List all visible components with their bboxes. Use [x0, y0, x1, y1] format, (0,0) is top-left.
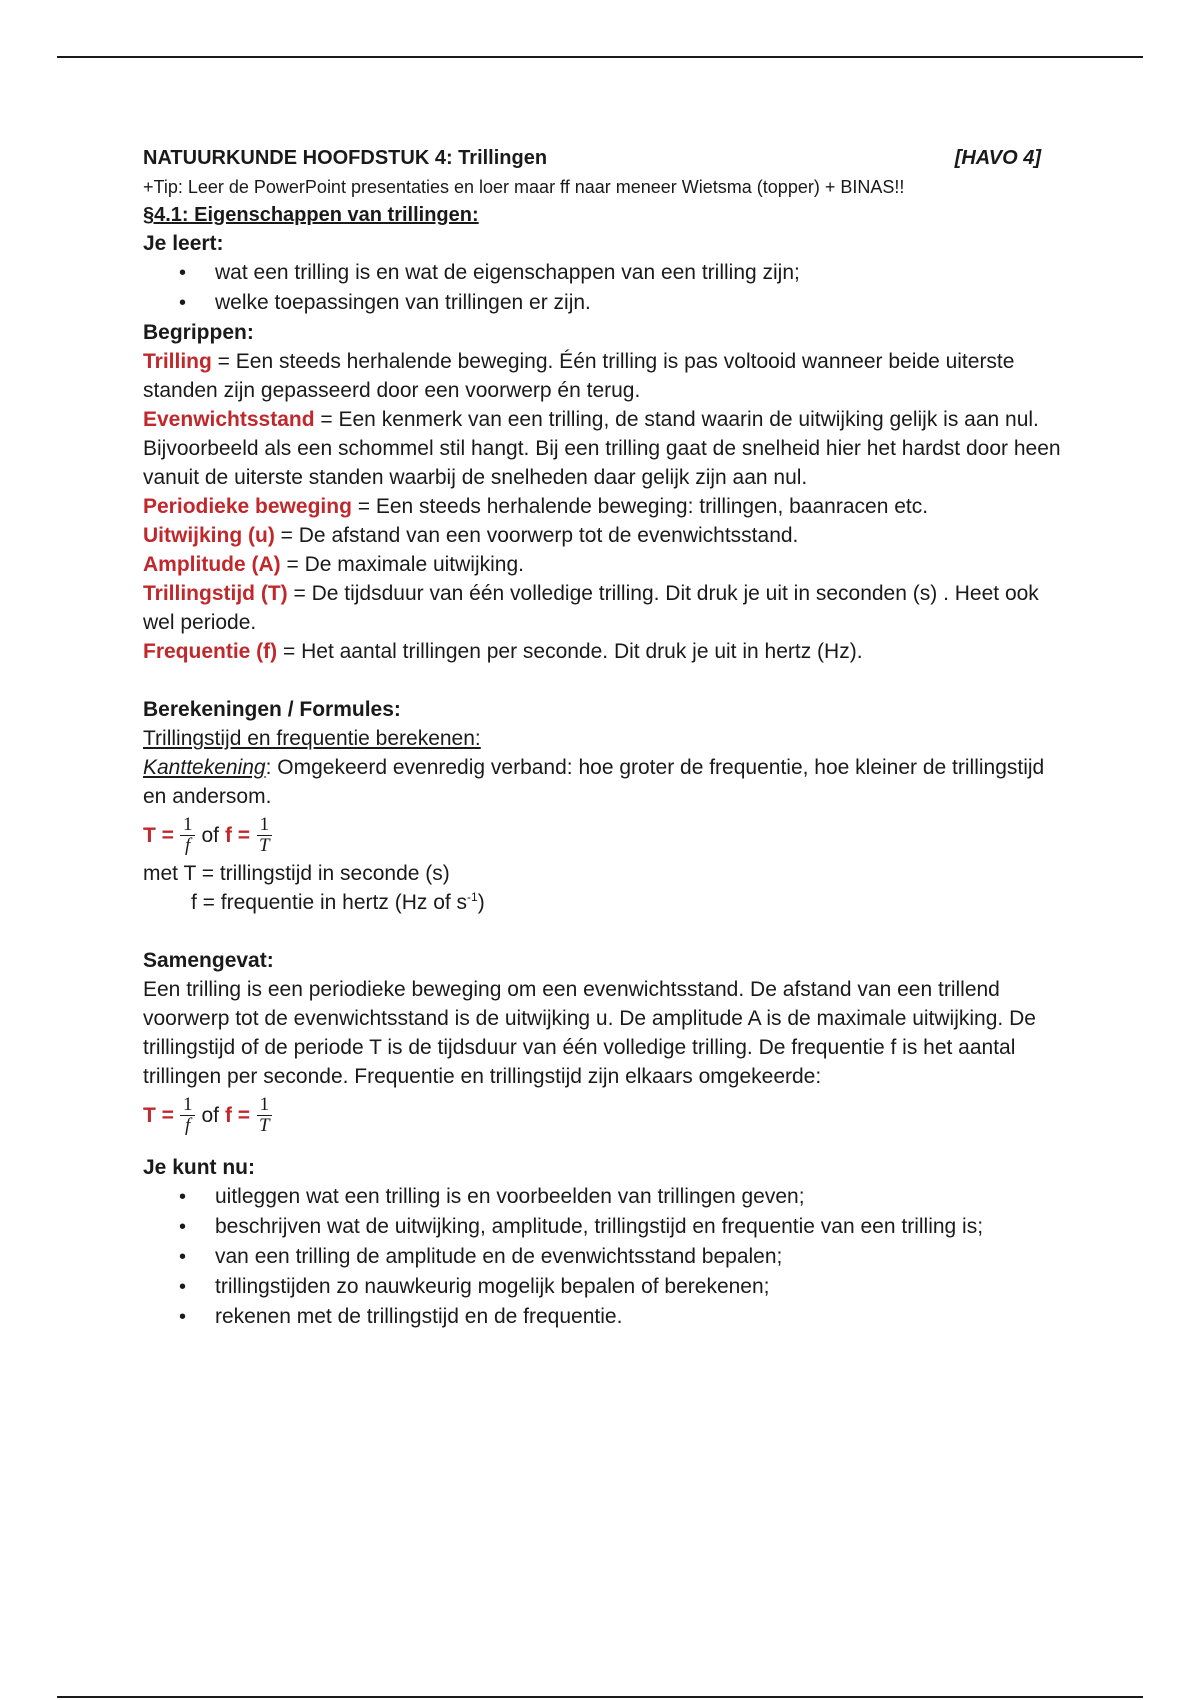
section-title: §4.1: Eigenschappen van trillingen:: [143, 204, 479, 226]
concept-definition: = De tijdsduur van één volledige trilling. Dit druk je uit in seconden (s) . Heet ook wel periode.: [143, 582, 1039, 634]
concept-trillingstijd: [143, 579, 1063, 637]
fraction-1-over-T: [256, 1095, 273, 1136]
concept-definition: = Een steeds herhalende beweging: trillingen, baanracen etc.: [351, 495, 929, 518]
spacer: [143, 666, 1063, 695]
concept-definition: = Een kenmerk van een trilling, de stand waarin de uitwijking gelijk is aan nul. Bijvoorbeeld als een schommel stil hangt. Bij een trilling gaat de snelheid hier het hardst door heen vanuit de uiterste standen waarbij de snelheden daar gelijk zijn aan nul.: [143, 408, 1061, 489]
formula-f-label: f =: [224, 823, 251, 847]
concept-periodieke-beweging: [143, 492, 1063, 521]
summary-text: Een trilling is een periodieke beweging om een evenwichtsstand. De afstand van een trillend voorwerp tot de evenwichtsstand is de uitwijking u. De amplitude A is de maximale uitwijking. De trillingstijd of de periode T is de tijdsduur van één volledige trilling. De frequentie f is het aantal trillingen per seconde. Frequentie en trillingstijd zijn elkaars omgekeerde:: [143, 978, 1036, 1088]
list-item: • trillingstijden zo nauwkeurig mogelijk bepalen of berekenen;: [215, 1272, 1063, 1302]
formula-1: [143, 811, 1063, 859]
tip-line: +Tip: Leer de PowerPoint presentaties en loer maar ff naar meneer Wietsma (topper) + BINAS!!: [143, 177, 905, 197]
top-rule: [57, 56, 1143, 58]
learn-list: [143, 258, 1063, 318]
f-line-end: ): [477, 891, 485, 914]
fraction-numerator: 1: [257, 1095, 273, 1116]
fraction-numerator: 1: [257, 815, 273, 836]
fraction-1-over-f: [180, 815, 196, 856]
fraction-denominator: T: [259, 1114, 270, 1136]
fraction-1-over-f: [180, 1095, 196, 1136]
fraction-1-over-T: [256, 815, 273, 856]
formula-of: of: [201, 823, 219, 847]
concept-term: Periodieke beweging: [143, 495, 352, 518]
list-item: • beschrijven wat de uitwijking, amplitude, trillingstijd en frequentie van een trilling is;: [215, 1212, 1063, 1242]
concept-evenwichtsstand: [143, 405, 1063, 492]
f-line-sup: -1: [467, 890, 478, 904]
concept-uitwijking: [143, 521, 1063, 550]
concept-amplitude: [143, 550, 1063, 579]
document-body: [143, 143, 1063, 1332]
concept-definition: = De maximale uitwijking.: [280, 553, 524, 576]
list-item: • uitleggen wat een trilling is en voorbeelden van trillingen geven;: [215, 1182, 1063, 1212]
calc-subtitle: Trillingstijd en frequentie berekenen:: [143, 727, 481, 750]
summary-label: Samengevat:: [143, 949, 274, 972]
formula-f-label: f =: [224, 1103, 251, 1127]
learn-label: Je leert:: [143, 232, 224, 255]
note-text: : Omgekeerd evenredig verband: hoe groter de frequentie, hoe kleiner de trillingstijd en andersom.: [143, 756, 1045, 808]
concept-term: Trillingstijd (T): [143, 582, 288, 605]
fraction-denominator: T: [259, 834, 270, 856]
concept-term: Evenwichtsstand: [143, 408, 315, 431]
concept-term: Uitwijking (u): [143, 524, 275, 547]
calc-label: Berekeningen / Formules:: [143, 698, 401, 721]
fraction-denominator: f: [185, 1114, 191, 1136]
spacer: [143, 1139, 1063, 1153]
bottom-rule: [57, 1696, 1143, 1698]
f-line-text: f = frequentie in hertz (Hz of s: [191, 891, 468, 914]
concept-trilling: [143, 347, 1063, 405]
fraction-numerator: 1: [180, 1095, 196, 1116]
concept-definition: = De afstand van een voorwerp tot de evenwichtsstand.: [274, 524, 799, 547]
list-item: • van een trilling de amplitude en de evenwichtsstand bepalen;: [215, 1242, 1063, 1272]
cannow-label: Je kunt nu:: [143, 1156, 256, 1179]
list-item: • welke toepassingen van trillingen er zijn.: [215, 288, 1063, 318]
concept-definition: = Het aantal trillingen per seconde. Dit druk je uit in hertz (Hz).: [277, 640, 863, 663]
concept-term: Frequentie (f): [143, 640, 278, 663]
list-item: • rekenen met de trillingstijd en de frequentie.: [215, 1302, 1063, 1332]
spacer: [143, 917, 1063, 946]
formula-of: of: [201, 1103, 219, 1127]
concept-term: Trilling: [143, 350, 212, 373]
met-line: met T = trillingstijd in seconde (s): [143, 862, 450, 885]
concepts-label: Begrippen:: [143, 321, 254, 344]
formula-T-label: T =: [143, 823, 174, 847]
fraction-numerator: 1: [180, 815, 196, 836]
note-label: Kanttekening: [143, 756, 266, 779]
document-header: [143, 143, 1063, 173]
concept-frequentie: [143, 637, 1063, 666]
fraction-denominator: f: [185, 834, 191, 856]
level-label: [HAVO 4]: [954, 147, 1041, 169]
f-line: [143, 888, 1063, 917]
formula-T-label: T =: [143, 1103, 174, 1127]
concept-definition: = Een steeds herhalende beweging. Één trilling is pas voltooid wanneer beide uiterste standen zijn gepasseerd door een voorwerp én terug.: [143, 350, 1015, 402]
cannow-list: [143, 1182, 1063, 1332]
concept-term: Amplitude (A): [143, 553, 281, 576]
note-line: [143, 753, 1063, 811]
list-item: • wat een trilling is en wat de eigenschappen van een trilling zijn;: [215, 258, 1063, 288]
formula-2: [143, 1091, 1063, 1139]
document-title: NATUURKUNDE HOOFDSTUK 4: Trillingen: [143, 147, 548, 169]
